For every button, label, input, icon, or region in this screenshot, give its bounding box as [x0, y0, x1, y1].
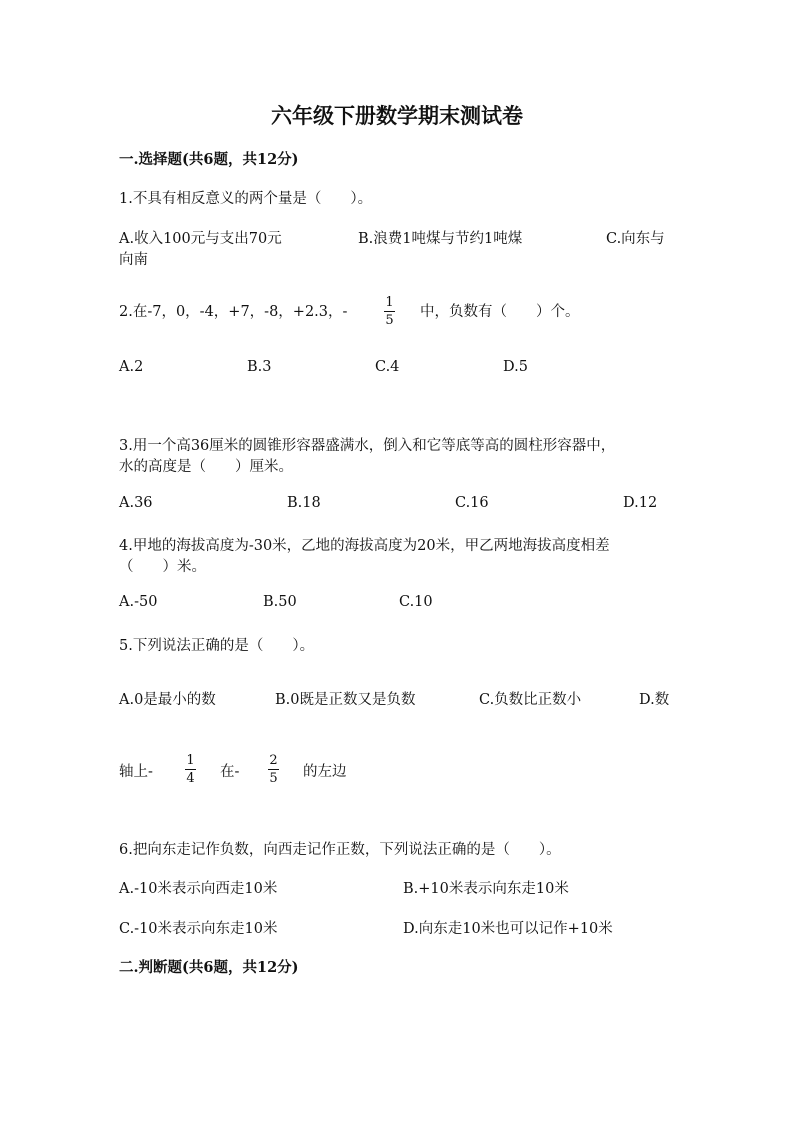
fraction-bar — [268, 769, 279, 770]
question-3-stem-line2: 水的高度是（ ）厘米。 — [119, 459, 293, 475]
question-1-stem: 1.不具有相反意义的两个量是（ ）。 — [119, 191, 373, 207]
question-2-stem-suffix: 中，负数有（ ）个。 — [420, 304, 580, 320]
question-6-option-d: D.向东走10米也可以记作+10米 — [403, 921, 613, 937]
question-4-option-b: B.50 — [263, 594, 297, 610]
question-5-stem: 5.下列说法正确的是（ ）。 — [119, 638, 315, 654]
fraction-denominator: 5 — [385, 313, 394, 328]
question-2-option-c: C.4 — [375, 359, 400, 375]
section-heading-choice: 一.选择题(共6题，共12分) — [119, 151, 299, 168]
question-5-option-d-continued-2: 在- — [220, 764, 240, 780]
fraction-bar — [185, 769, 196, 770]
question-5-option-c: C.负数比正数小 — [479, 692, 582, 708]
question-1-option-a: A.收入100元与支出70元 — [119, 231, 282, 247]
fraction-numerator: 1 — [385, 295, 394, 310]
fraction-denominator: 5 — [269, 771, 278, 786]
question-1-option-b: B.浪费1吨煤与节约1吨煤 — [358, 231, 523, 247]
question-3-option-a: A.36 — [119, 495, 153, 511]
question-4-option-a: A.-50 — [119, 594, 158, 610]
fraction-numerator: 1 — [186, 753, 195, 768]
question-2-fraction — [384, 296, 395, 327]
question-2-option-b: B.3 — [247, 359, 272, 375]
question-5-option-a: A.0是最小的数 — [119, 692, 216, 708]
question-6-option-a: A.-10米表示向西走10米 — [119, 881, 278, 897]
fraction-numerator: 2 — [269, 753, 278, 768]
question-6-option-b: B.+10米表示向东走10米 — [403, 881, 569, 897]
question-3-option-d: D.12 — [623, 495, 658, 511]
question-4-stem-line1: 4.甲地的海拔高度为-30米，乙地的海拔高度为20米，甲乙两地海拔高度相差 — [119, 538, 610, 554]
question-5-fraction-2 — [268, 754, 279, 785]
question-5-option-d-continued-1: 轴上- — [119, 764, 153, 780]
question-4-stem-line2: （ ）米。 — [119, 559, 206, 575]
question-6-option-c: C.-10米表示向东走10米 — [119, 921, 278, 937]
question-1-option-c-continued: 向南 — [119, 252, 148, 268]
page-title: 六年级下册数学期末测试卷 — [271, 103, 523, 128]
fraction-denominator: 4 — [186, 771, 195, 786]
question-5-option-d-continued-3: 的左边 — [303, 764, 347, 780]
question-2-option-d: D.5 — [503, 359, 528, 375]
question-1-option-c: C.向东与 — [606, 231, 665, 247]
question-3-stem-line1: 3.用一个高36厘米的圆锥形容器盛满水，倒入和它等底等高的圆柱形容器中， — [119, 438, 616, 454]
question-4-option-c: C.10 — [399, 594, 433, 610]
question-6-stem: 6.把向东走记作负数，向西走记作正数，下列说法正确的是（ ）。 — [119, 842, 561, 858]
question-5-fraction-1 — [185, 754, 196, 785]
fraction-bar — [384, 311, 395, 312]
question-5-option-b: B.0既是正数又是负数 — [275, 692, 416, 708]
question-3-option-b: B.18 — [287, 495, 321, 511]
question-2-stem-prefix: 2.在-7，0，-4，+7，-8，+2.3，- — [119, 304, 348, 320]
question-2-option-a: A.2 — [119, 359, 144, 375]
question-5-option-d: D.数 — [639, 692, 670, 708]
section-heading-judgment: 二.判断题(共6题，共12分) — [119, 959, 299, 976]
question-3-option-c: C.16 — [455, 495, 489, 511]
